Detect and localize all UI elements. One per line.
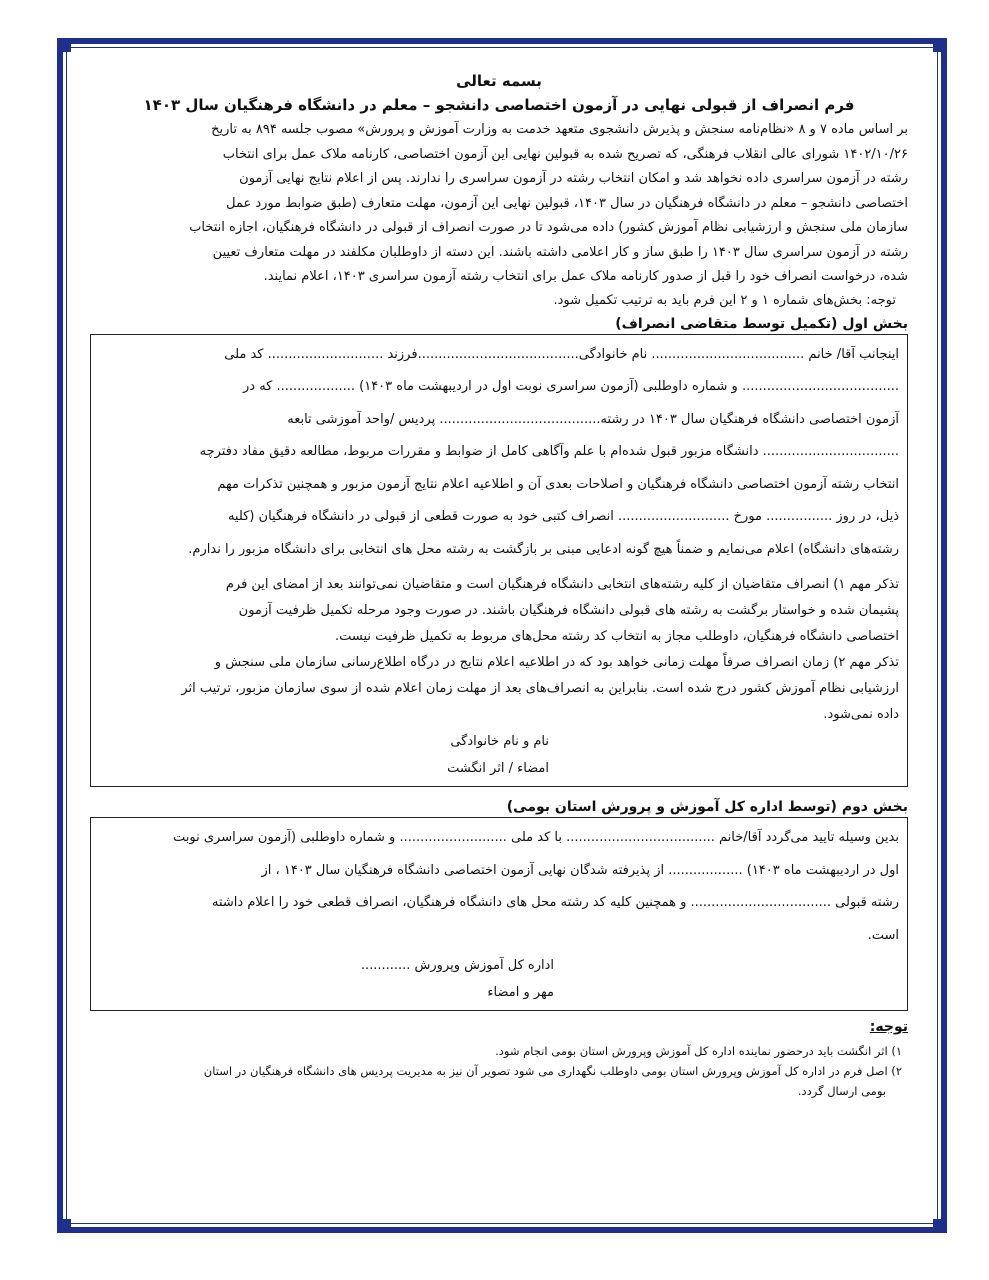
section2-line: اول در اردیبهشت ماه ۱۴۰۳) .................. از پذیرفته شدگان نهایی آزمون اختصاصی دانشگاه فرهنگیان سال ۱۴۰۳ ، از <box>261 862 899 878</box>
intro-line: ۱۴۰۲/۱۰/۲۶ شورای عالی انقلاب فرهنگی، که تصریح شده به قبولین نهایی این آزمون اختصاصی، کارنامه ملاک عمل برای انتخاب <box>222 146 908 162</box>
border-corner <box>57 1219 71 1233</box>
section2-line: است. <box>867 927 899 943</box>
seal-label: مهر و امضاء <box>487 985 554 1000</box>
form-title: فرم انصراف از قبولی نهایی در آزمون اختصاصی دانشجو – معلم در دانشگاه فرهنگیان سال ۱۴۰۳ <box>143 96 855 114</box>
important-note-line: اختصاصی دانشگاه فرهنگیان، داوطلب مجاز به انتخاب کد رشته محل‌های مربوط به تکمیل ظرفیت نیست. <box>335 629 899 644</box>
section1-line: ذیل، در روز ................ مورخ ........................... انصراف کتبی خود به صورت قطعی از قبولی در دانشگاه فرهنگیان (کلیه <box>227 509 899 524</box>
section1-line: اینجانب آقا/ خانم ..................................... نام خانوادگی.......................................فرزند ............................ کد ملی <box>224 346 899 362</box>
intro-line: رشته در آزمون سراسری داده نخواهد شد و امکان انتخاب رشته در آزمون سراسری را ندارند. پس از اعلام نتایج نهایی آزمون <box>239 171 908 186</box>
section1-line: ................................. دانشگاه مزبور قبول شده‌ام با علم وآگاهی کامل از ضوابط و مقررات مربوط، مطالعه دقیق مفاد دفترچه <box>199 444 899 459</box>
form-content <box>90 72 908 1101</box>
border-corner <box>57 38 71 52</box>
section1-heading: بخش اول (تکمیل توسط متقاضی انصراف) <box>615 315 908 332</box>
important-note-line: ارزشیابی نظام آموزش کشور درج شده است. بنابراین به انصراف‌های بعد از مهلت زمان اعلام شده از سوی سازمان مزبور، ترتیب اثر <box>181 681 899 696</box>
intro-line: بر اساس ماده ۷ و ۸ «نظام‌نامه سنجش و پذیرش دانشجوی متعهد خدمت به وزارت آموزش و پرورش» مصوب جلسه ۸۹۴ به تاریخ <box>211 122 908 137</box>
intro-line: شده، درخواست انصراف خود را قبل از صدور کارنامه ملاک عمل برای انتخاب رشته آزمون سراسری ۱۴۰۳، اعلام نمایند. <box>263 269 908 284</box>
important-note-line: تذکر مهم ۲) زمان انصراف صرفاً مهلت زمانی خواهد بود که در اطلاعیه اعلام نتایج در درگاه اطلاع‌رسانی سازمان ملی سنجش و <box>214 655 899 670</box>
section2-box <box>90 817 908 1011</box>
section1-line: آزمون اختصاصی دانشگاه فرهنگیان سال ۱۴۰۳ در رشته....................................... پردیس /واحد آموزشی تابعه <box>287 411 899 427</box>
section2-line: رشته قبولی .................................. و همچنین کلیه کد رشته محل های دانشگاه فرهنگیان، انصراف قطعی خود را اعلام داشته <box>212 895 899 910</box>
footnotes-heading: توجه: <box>869 1019 908 1035</box>
section1-box <box>90 334 908 788</box>
intro-line: سازمان ملی سنجش و ارزشیابی نظام آموزش کشور) داده می‌شود تا در صورت انصراف از قبولی در دانشگاه فرهنگیان، اجازه انتخاب <box>189 220 908 235</box>
section1-line: انتخاب رشته آزمون اختصاصی دانشگاه فرهنگیان و اصلاحات بعدی آن و اطلاعیه اعلام نتایج آزمون مزبور و همچنین تذکرات مهم <box>217 476 899 492</box>
footnotes <box>90 1019 908 1101</box>
applicant-name-label: نام و نام خانوادگی <box>450 734 549 749</box>
important-notes <box>99 572 899 728</box>
intro-note: توجه: بخش‌های شماره ۱ و ۲ این فرم باید به ترتیب تکمیل شود. <box>553 292 896 308</box>
intro-line: رشته در آزمون سراسری سال ۱۴۰۳ را طبق ساز و کار اعلامی داشته باشند. این دسته از داوطلبان مکلفند در مهلت متعارف تعیین <box>212 244 908 260</box>
section1-line: رشته‌های دانشگاه) اعلام می‌نمایم و ضمناً هیچ گونه ادعایی مبنی بر بازگشت به رشته محل های انتخابی برای دانشگاه مزبور را ندارم. <box>188 541 899 557</box>
applicant-signature-label: امضاء / اثر انگشت <box>447 761 549 776</box>
section2-heading: بخش دوم (توسط اداره کل آموزش و پرورش استان بومی) <box>506 799 908 815</box>
section1-line: ...................................... و شماره داوطلبی (آزمون سراسری نوبت اول در اردیبهشت ماه ۱۴۰۳) ................... که در <box>243 379 899 394</box>
section2-line: بدین وسیله تایید می‌گردد آقا/خانم .................................... با کد ملی .......................... و شماره داوطلبی (آزمون سراسری نوبت <box>173 830 899 845</box>
basmala: بسمه تعالی <box>456 72 542 90</box>
border-corner <box>933 1219 947 1233</box>
important-note-line: تذکر مهم ۱) انصراف متقاضیان از کلیه رشته‌های انتخابی دانشگاه فرهنگیان است و متقاضیان نمی‌توانند بعد از امضای این فرم <box>225 577 899 592</box>
footnote-item: ۲) اصل فرم در اداره کل آموزش وپرورش استان بومی داوطلب نگهداری می شود تصویر آن نیز به مدیریت پردیس های دانشگاه فرهنگیان در استان <box>203 1064 902 1078</box>
office-label: اداره کل آموزش وپرورش ............ <box>360 958 554 973</box>
intro-line: اختصاصی دانشجو – معلم در دانشگاه فرهنگیان در سال ۱۴۰۳، قبولین نهایی این آزمون، مهلت متعارف (طبق ضوابط مورد عمل <box>226 195 908 211</box>
footnote-item: ۱) اثر انگشت باید درحضور نماینده اداره کل آموزش وپرورش استان بومی انجام شود. <box>495 1044 902 1058</box>
important-note-line: داده نمی‌شود. <box>823 707 899 722</box>
important-note-line: پشیمان شده و خواستار برگشت به رشته های قبولی دانشگاه فرهنگیان باشند. در صورت وجود مرحله تکمیل ظرفیت آزمون <box>238 603 899 618</box>
intro-paragraph <box>90 118 908 290</box>
footnote-item: بومی ارسال گردد. <box>797 1084 886 1098</box>
border-corner <box>933 38 947 52</box>
